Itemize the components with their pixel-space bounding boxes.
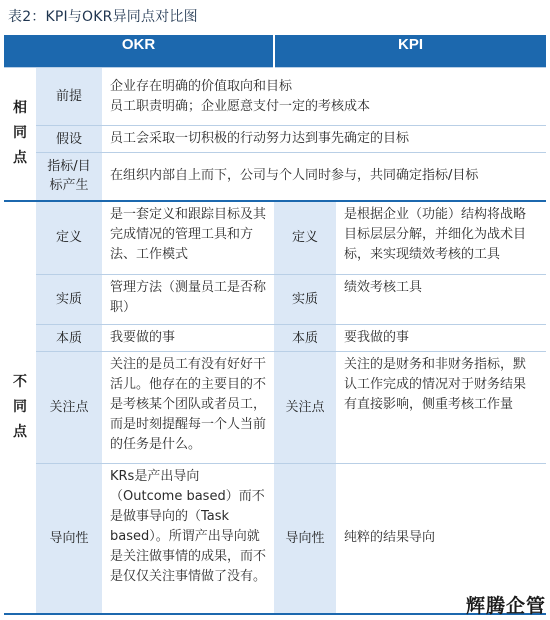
content-line: 企业存在明确的价值取向和目标 — [110, 78, 293, 94]
row-label: 假设 — [36, 126, 102, 153]
row-label — [36, 153, 102, 201]
kpi-row-label: 实质 — [274, 275, 336, 325]
kpi-row-label: 本质 — [274, 325, 336, 352]
okr-row-label: 定义 — [36, 201, 102, 275]
kpi-row-label: 定义 — [274, 201, 336, 275]
table-caption: 表2：KPI与OKR异同点对比图 — [8, 9, 198, 25]
row-content — [102, 153, 546, 201]
table-header-row — [4, 35, 546, 68]
label-line: 指标/目 — [47, 159, 91, 175]
content-line: 在组织内部自上而下，公司与个人同时参与，共同确定指标/目标 — [110, 168, 479, 184]
diff-row-definition — [4, 201, 546, 275]
similar-row-premise — [4, 68, 546, 126]
similar-row-targets — [4, 153, 546, 201]
kpi-cell: 是根据企业（功能）结构将战略目标层层分解，并细化为战术目标，来实现绩效考核的工具 — [336, 201, 546, 275]
kpi-column-header: KPI — [274, 35, 546, 68]
group-char: 同 — [13, 125, 27, 142]
kpi-cell: 关注的是财务和非财务指标，默认工作完成的情况对于财务结果有直接影响，侧重考核工作量 — [336, 352, 546, 464]
row-label: 前提 — [36, 68, 102, 126]
okr-column-header: OKR — [4, 35, 274, 68]
okr-cell: 我要做的事 — [102, 325, 274, 352]
okr-row-label: 实质 — [36, 275, 102, 325]
okr-cell: 是一套定义和跟踪目标及其完成情况的管理工具和方法、工作模式 — [102, 201, 274, 275]
group-char: 不 — [13, 373, 27, 390]
diff-row-orientation — [4, 464, 546, 614]
group-char: 同 — [13, 398, 27, 415]
row-content — [102, 68, 546, 126]
kpi-row-label: 导向性 — [274, 464, 336, 614]
okr-row-label: 本质 — [36, 325, 102, 352]
okr-cell: 关注的是员工有没有好好干活儿。他存在的主要目的不是考核某个团队或者员工，而是时刻提醒每一个人当前的任务是什么。 — [102, 352, 274, 464]
kpi-cell: 要我做的事 — [336, 325, 546, 352]
row-content — [102, 126, 546, 153]
okr-cell: KRs是产出导向（Outcome based）而不是做事导向的（Task based）。所谓产出导向就是关注做事情的成果，而不是仅仅关注事情做了没有。 — [102, 464, 274, 614]
diff-row-focus — [4, 352, 546, 464]
content-line: 员工会采取一切积极的行动努力达到事先确定的目标 — [110, 131, 410, 146]
okr-row-label: 关注点 — [36, 352, 102, 464]
label-line: 标产生 — [49, 178, 89, 194]
similarities-group-label — [4, 68, 36, 201]
kpi-row-label: 关注点 — [274, 352, 336, 464]
kpi-cell: 绩效考核工具 — [336, 275, 546, 325]
group-char: 点 — [13, 150, 27, 167]
okr-cell: 管理方法（测量员工是否称职） — [102, 275, 274, 325]
watermark-logo-text: 辉腾企管 — [465, 595, 546, 617]
diff-row-substance — [4, 275, 546, 325]
kpi-cell: 纯粹的结果导向 — [336, 464, 546, 614]
content-line: 员工职责明确；企业愿意支付一定的考核成本 — [110, 98, 371, 114]
diff-row-nature — [4, 325, 546, 352]
comparison-table — [4, 35, 546, 615]
group-char: 点 — [13, 423, 27, 440]
differences-group-label — [4, 201, 36, 614]
similar-row-assumption — [4, 126, 546, 153]
okr-row-label: 导向性 — [36, 464, 102, 614]
group-char: 相 — [13, 100, 27, 117]
